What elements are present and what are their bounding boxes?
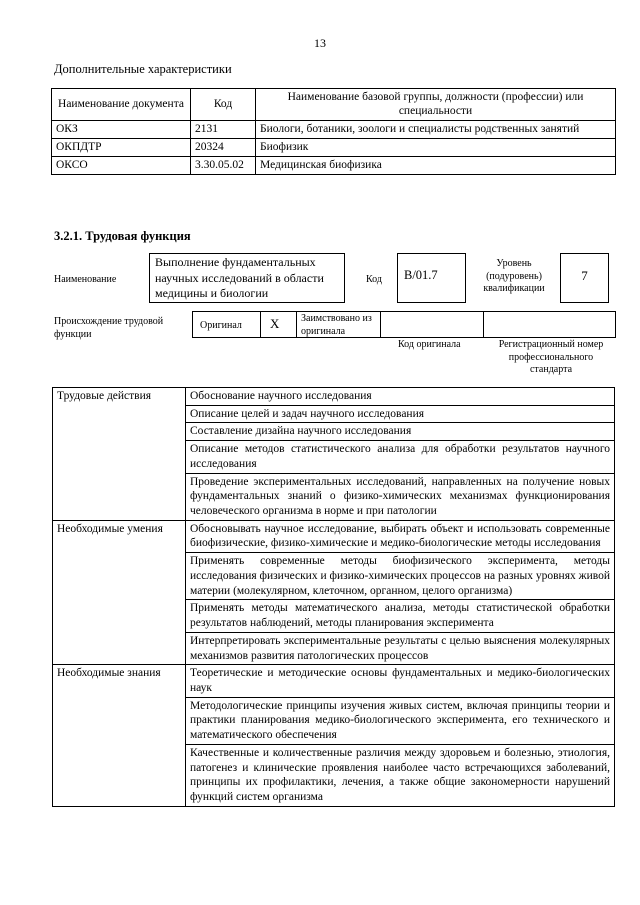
requirement-item: Описание целей и задач научного исследования xyxy=(186,405,615,423)
table-cell: ОКЗ xyxy=(52,120,191,138)
table-cell: 20324 xyxy=(191,138,256,156)
table-cell: Биологи, ботаники, зоологи и специалисты родственных занятий xyxy=(256,120,616,138)
requirement-item: Проведение экспериментальных исследований, направленных на получение новых фундаментальных знаний о физико-химических механизмах функционирования человеческого организма в норме и при патологии xyxy=(186,473,615,520)
table-row xyxy=(53,632,615,664)
category-cell: Необходимые умения xyxy=(53,520,186,552)
requirement-item: Обоснование научного исследования xyxy=(186,388,615,406)
requirement-item: Применять методы математического анализа, методы статистической обработки результатов наблюдений, методы планирования эксперимента xyxy=(186,600,615,632)
table-row xyxy=(52,120,616,138)
table-cell: Биофизик xyxy=(256,138,616,156)
table-row xyxy=(53,441,615,473)
page-number: 13 xyxy=(314,36,326,50)
registration-number-label: Регистрационный номер профессионального стандарта xyxy=(498,339,604,375)
requirement-item: Описание методов статистического анализа для обработки результатов научного исследования xyxy=(186,441,615,473)
requirement-item: Применять современные методы биофизического эксперимента, методы исследования физических и физико-химических процессов на разных уровнях живой материи (молекулярном, клеточном, органном, целого организма) xyxy=(186,553,615,600)
table-row xyxy=(53,600,615,632)
function-code-value: B/01.7 xyxy=(397,253,466,303)
function-name-value: Выполнение фундаментальных научных исследований в области медицины и биологии xyxy=(149,253,345,303)
table-header-row xyxy=(52,89,616,121)
grid-divider xyxy=(260,311,261,338)
table-row xyxy=(53,553,615,600)
table-row xyxy=(53,744,615,806)
table-row xyxy=(53,423,615,441)
section-label: Дополнительные характеристики xyxy=(54,62,232,76)
table-row xyxy=(53,520,615,552)
category-cell: Трудовые действия xyxy=(53,388,186,406)
code-label: Код xyxy=(366,274,382,285)
table-row xyxy=(52,138,616,156)
classification-table xyxy=(51,88,616,175)
requirement-item: Качественные и количественные различия между здоровьем и болезнью, этиология, патогенез и клинические проявления наиболее часто встречающихся заболеваний, принципы их профилактики, лечения, а также общие закономерности нарушений функций систем организма xyxy=(186,744,615,806)
grid-divider xyxy=(483,311,484,338)
table-row xyxy=(53,697,615,744)
grid-divider xyxy=(380,311,381,338)
table-cell: ОКПДТР xyxy=(52,138,191,156)
origin-label: Происхождение трудовой функции xyxy=(54,316,164,340)
category-cell: Необходимые знания xyxy=(53,665,186,697)
table-row xyxy=(53,473,615,520)
table-cell: ОКСО xyxy=(52,157,191,175)
requirement-item: Составление дизайна научного исследования xyxy=(186,423,615,441)
qualification-level-value: 7 xyxy=(560,253,609,303)
function-heading: 3.2.1. Трудовая функция xyxy=(54,229,191,243)
requirement-item: Интерпретировать экспериментальные результаты с целью выяснения молекулярных механизмов развития патологических процессов xyxy=(186,632,615,664)
table-cell: Медицинская биофизика xyxy=(256,157,616,175)
requirements-table xyxy=(52,387,615,807)
table-row xyxy=(53,388,615,406)
qualification-level-label: Уровень (подуровень) квалификации xyxy=(483,258,545,294)
requirement-item: Методологические принципы изучения живых систем, включая принципы теории и практики планирования медико-биологического эксперимента, его технического и математического обеспечения xyxy=(186,697,615,744)
column-header: Наименование документа xyxy=(52,89,191,121)
table-row xyxy=(52,157,616,175)
borrowed-label: Заимствовано из оригинала xyxy=(301,313,372,337)
original-mark: X xyxy=(270,316,280,331)
column-header: Код xyxy=(191,89,256,121)
grid-divider xyxy=(296,311,297,338)
table-row xyxy=(53,665,615,697)
table-cell: 2131 xyxy=(191,120,256,138)
requirement-item: Теоретические и методические основы фундаментальных и медико-биологических наук xyxy=(186,665,615,697)
table-row xyxy=(53,405,615,423)
original-label: Оригинал xyxy=(200,320,242,331)
origin-grid xyxy=(192,311,616,338)
requirement-item: Обосновывать научное исследование, выбирать объект и использовать современные биофизические, физико-химические и медико-биологические методы исследования xyxy=(186,520,615,552)
table-cell: 3.30.05.02 xyxy=(191,157,256,175)
name-label: Наименование xyxy=(54,274,117,285)
original-code-label: Код оригинала xyxy=(398,339,461,350)
column-header: Наименование базовой группы, должности (профессии) или специальности xyxy=(256,89,616,121)
